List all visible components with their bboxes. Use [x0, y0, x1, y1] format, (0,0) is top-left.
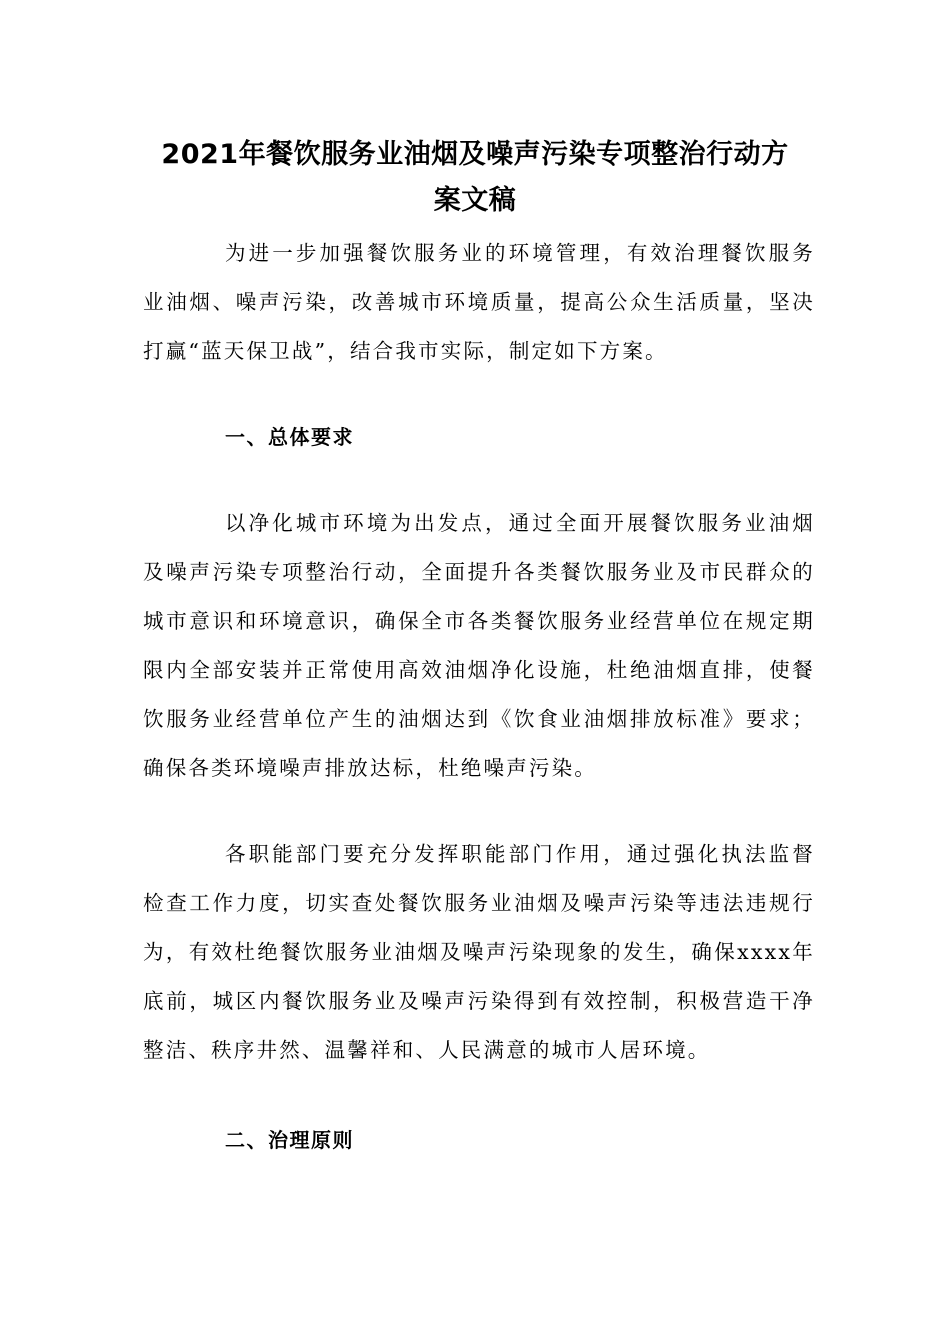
- document-title-line2: 案文稿: [433, 185, 517, 216]
- section1-paragraph-1: 以净化城市环境为出发点，通过全面开展餐饮服务业油烟及噪声污染专项整治行动，全面提升各类餐饮服务业及市民群众的城市意识和环境意识，确保全市各类餐饮服务业经营单位在规定期限内全部安装并正常使用高效油烟净化设施，杜绝油烟直排，使餐饮服务业经营单位产生的油烟达到《饮食业油烟排放标准》要求；确保各类环境噪声排放达标，杜绝噪声污染。: [143, 511, 815, 780]
- section-heading-general-requirements: 一、总体要求: [225, 425, 354, 449]
- section1-paragraph-2: 各职能部门要充分发挥职能部门作用，通过强化执法监督检查工作力度，切实查处餐饮服务业油烟及噪声污染等违法违规行为，有效杜绝餐饮服务业油烟及噪声污染现象的发生，确保xxxx年底前，城区内餐饮服务业及噪声污染得到有效控制，积极营造干净整洁、秩序井然、温馨祥和、人民满意的城市人居环境。: [143, 842, 815, 1062]
- section-heading-governance-principles: 二、治理原则: [225, 1128, 354, 1152]
- intro-paragraph: 为进一步加强餐饮服务业的环境管理，有效治理餐饮服务业油烟、噪声污染，改善城市环境质量，提高公众生活质量，坚决打赢“蓝天保卫战”，结合我市实际，制定如下方案。: [143, 241, 815, 363]
- document-title-line1: 2021年餐饮服务业油烟及噪声污染专项整治行动方: [161, 139, 789, 170]
